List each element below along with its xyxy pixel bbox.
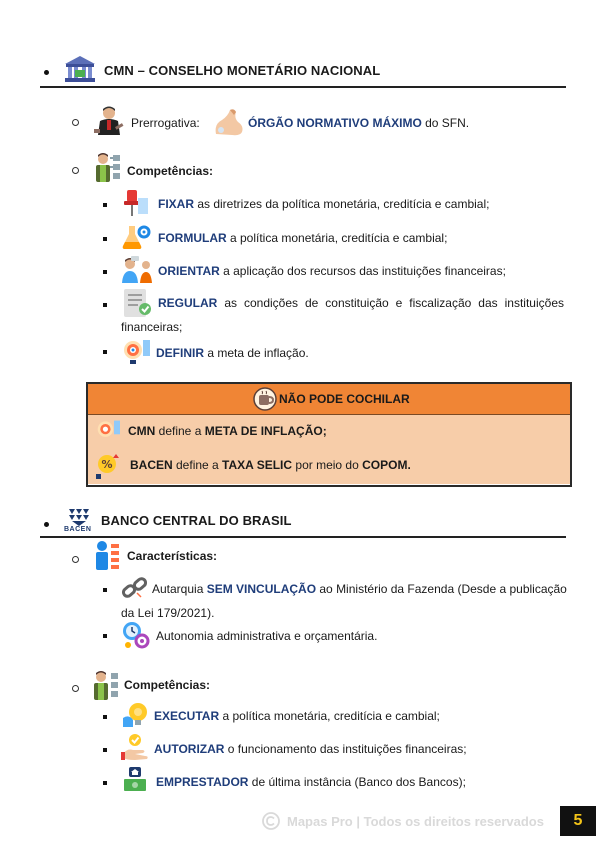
item-bullet [103, 588, 107, 592]
item-text: a meta de inflação. [204, 346, 309, 360]
item-bullet [103, 203, 107, 207]
item-bullet [103, 715, 107, 719]
alert-box [86, 382, 572, 487]
item-keyword: ORIENTAR [158, 264, 220, 278]
person-chart-icon [94, 540, 122, 572]
bacen-caracteristicas-label: Características: [127, 549, 218, 563]
footer-copyright: Mapas Pro | Todos os direitos reservados [287, 814, 544, 829]
alert-title: NÃO PODE COCHILAR [279, 392, 410, 406]
bacen-comp-item-emprestador [156, 775, 466, 789]
coffee-cup-icon [253, 387, 277, 411]
cmn-item-definir [156, 346, 309, 360]
target-goal-icon [94, 418, 122, 442]
item-text: a política monetária, creditícia e cambial; [226, 231, 448, 245]
alert-emphasis: COPOM. [362, 458, 411, 472]
push-pin-icon [121, 188, 149, 218]
item-bullet [103, 634, 107, 638]
item-text: a política monetária, creditícia e cambial; [219, 709, 440, 723]
bank-money-icon [121, 765, 151, 795]
bullet [44, 522, 49, 527]
alert-row-bacen [130, 458, 411, 472]
worker-hierarchy-icon [94, 152, 122, 184]
alert-text: por meio do [292, 458, 363, 472]
bacen-logo-text: BACEN [64, 526, 92, 533]
item-text: as condições de constituição e fiscalização das instituições [217, 296, 564, 310]
bacen-comp-item-autorizar [154, 742, 467, 756]
item-text: ao Ministério da Fazenda (Desde a publicação [316, 582, 567, 596]
bacen-logo-icon [65, 505, 93, 527]
bacen-carac-item-vinculacao [152, 582, 567, 596]
alert-text: define a [172, 458, 223, 472]
alert-entity: CMN [128, 424, 156, 438]
regulation-document-icon [121, 287, 153, 321]
item-keyword: SEM VINCULAÇÃO [206, 582, 317, 596]
item-keyword: DEFINIR [156, 346, 204, 360]
item-keyword: EMPRESTADOR [156, 775, 249, 789]
item-bullet [103, 237, 107, 241]
item-keyword: FIXAR [158, 197, 194, 211]
prerrogativa-label: Prerrogativa: [131, 116, 200, 130]
item-keyword: EXECUTAR [154, 709, 220, 723]
item-text: o funcionamento das instituições financeiras; [224, 742, 467, 756]
item-keyword: FORMULAR [158, 231, 227, 245]
bacen-competencias-label: Competências: [124, 678, 211, 692]
item-bullet [103, 781, 107, 785]
item-bullet [103, 270, 107, 274]
bacen-carac-item-autonomia: Autonomia administrativa e orçamentária. [156, 629, 378, 643]
prerrogativa-value: ÓRGÃO NORMATIVO MÁXIMO [248, 116, 422, 130]
judge-icon [94, 105, 124, 137]
sub-bullet [72, 556, 79, 563]
bacen-comp-item-executar [154, 709, 440, 723]
advisor-meeting-icon [121, 255, 153, 285]
lab-flask-gear-icon [121, 222, 151, 252]
page-number: 5 [560, 806, 596, 836]
cmn-item-orientar [158, 264, 506, 278]
item-text: as diretrizes da política monetária, creditícia e cambial; [194, 197, 490, 211]
target-goal-icon [121, 337, 151, 365]
clock-gear-icon [121, 620, 151, 650]
alert-content [88, 415, 570, 484]
alert-entity: BACEN [130, 458, 173, 472]
bullet [44, 70, 49, 75]
cmn-item-regular [158, 296, 564, 310]
sub-bullet [72, 167, 79, 174]
approval-hand-icon [121, 732, 151, 762]
worker-hierarchy-icon [92, 670, 120, 702]
interest-rate-icon [94, 450, 122, 480]
cmn-competencias-label: Competências: [127, 164, 214, 178]
svg-text:%: % [101, 458, 113, 471]
flexed-arm-icon [212, 106, 246, 136]
prerrogativa-suffix: do SFN. [421, 116, 470, 130]
cmn-section-title: CMN – CONSELHO MONETÁRIO NACIONAL [104, 63, 381, 78]
cmn-item-fixar [158, 197, 489, 211]
item-text: de última instância (Banco dos Bancos); [248, 775, 466, 789]
alert-text: define a [155, 424, 205, 438]
item-bullet [103, 748, 107, 752]
cmn-item-formular [158, 231, 447, 245]
alert-header [88, 384, 570, 415]
section-divider [40, 86, 566, 88]
item-keyword: AUTORIZAR [154, 742, 225, 756]
sub-bullet [72, 685, 79, 692]
alert-emphasis: TAXA SELIC [222, 458, 293, 472]
bank-building-icon [63, 54, 97, 84]
copyright-icon [262, 812, 280, 830]
bacen-section-title: BANCO CENTRAL DO BRASIL [101, 513, 292, 528]
broken-chain-icon [121, 575, 149, 601]
sub-bullet [72, 119, 79, 126]
item-text: a aplicação dos recursos das instituições financeiras; [219, 264, 506, 278]
alert-emphasis: META DE INFLAÇÃO; [204, 424, 327, 438]
idea-gear-icon [121, 700, 151, 730]
item-bullet [103, 350, 107, 354]
section-divider [40, 536, 566, 538]
cmn-item-regular-continuation: financeiras; [121, 320, 183, 334]
item-text: Autarquia [152, 582, 207, 596]
item-bullet [103, 303, 107, 307]
prerrogativa-line [248, 116, 469, 130]
bacen-carac-item-continuation: da Lei 179/2021). [121, 606, 215, 620]
item-keyword: REGULAR [158, 296, 218, 310]
alert-row-cmn [128, 424, 327, 438]
